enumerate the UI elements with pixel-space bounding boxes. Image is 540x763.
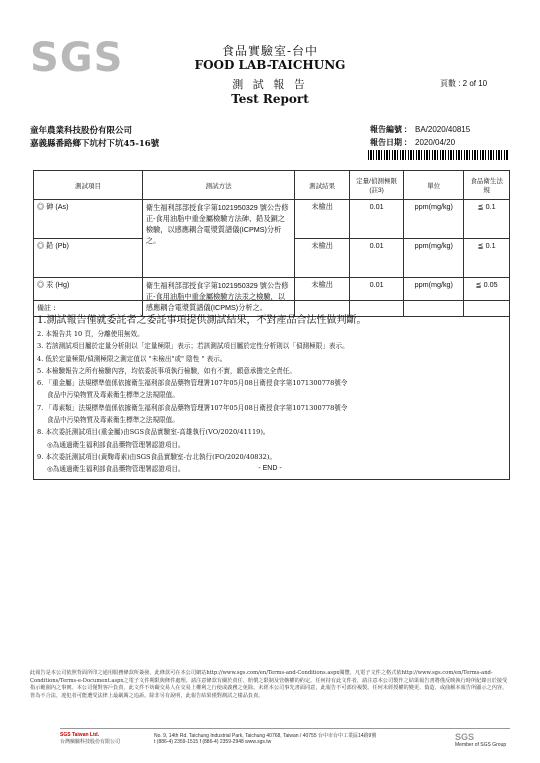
row-method: 衛生福利部部授食字第1021950329 號公告修正-食用油脂中重金屬檢驗方法汞之檢驗，以感應耦合電漿質譜儀(ICPMS)分析之。 [142, 278, 294, 317]
notes-list [37, 314, 502, 476]
note-line: 7. 「毒素類」法規標準值係依據衛生福利部食品藥物管理署107年05月08日衛授食字第1071300778號令 [37, 403, 348, 412]
legal-disclaimer: 此報告是本公司依照背面所印之通用服務條款所簽發，此條款可在本公司網站http://www.sgs.com/en/Terms-and-Conditions.aspx閱覽，凡電子文件之格式依http://www.sgs.com/en/Terms-and-Conditions/Terms-e-Document.aspx之電子文件期限與條件處理。請注意條款有關於責任、賠償之限制及管轄權的約定。任何持有此文件者，請注意本公司製作之結果報告書將僅反映執行時所紀錄且於接受指示範圍內之事實。本公司僅對客戶負責，此文件不妨礙交易人在交易上權利之行使或義務之免除。未經本公司事先書面同意，此報告不可部份複製。任何未經授權的變更、偽造、或曲解本報告所顯示之內容，皆為不合法，違犯者可能遭受法律上最嚴厲之追訴。除非另有說明，此報告結果僅對測試之樣品負責。 [30, 670, 508, 699]
report-title-zh: 測 試 報 告 [232, 78, 308, 91]
note-line: 9. 本次委託測試項目(黃麴毒素)由SGS食品實驗室-台北執行(FO/2020/40832)。 [37, 452, 277, 461]
page-number: 頁數 : 2 of 10 [440, 79, 488, 88]
row-result: 未檢出 [295, 278, 349, 317]
header-method: 測試方法 [142, 171, 294, 200]
row-limit: 0.01 [349, 200, 403, 239]
client-address: 嘉義縣番路鄉下坑村下坑45-16號 [30, 139, 160, 149]
results-table [33, 170, 510, 317]
barcode [368, 150, 508, 160]
client-name: 童年農業科技股份有限公司 [30, 126, 133, 136]
row-method: 衛生福利部部授食字第1021950329 號公告修正-食用油脂中重金屬檢驗方法砷、鉛及銅之檢驗，以感應耦合電漿質譜儀(ICPMS)分析之。 [142, 200, 294, 278]
row-limit: 0.01 [349, 278, 403, 317]
header-result: 測試結果 [295, 171, 349, 200]
client-info [30, 125, 159, 151]
row-regulation: ≦ 0.1 [464, 239, 510, 278]
header-unit: 單位 [404, 171, 464, 200]
report-no-label: 報告編號 : [370, 125, 407, 134]
report-date: 2020/04/20 [415, 138, 456, 147]
row-unit: ppm(mg/kg) [404, 278, 464, 317]
sgs-mark-icon: SGS [455, 732, 475, 742]
report-date-label: 報告日期 : [370, 138, 407, 147]
footer-contact [154, 732, 444, 745]
member-text: Member of SGS Group [455, 742, 507, 748]
note-line: 5. 本檢驗報告之所有檢驗內容，均依委託事項執行檢驗，如有不實，願意承擔完全責任。 [37, 366, 296, 375]
lab-name-zh: 食品實驗室-台中 [221, 44, 319, 58]
end-marker: - END - [258, 465, 282, 472]
report-meta [370, 123, 470, 149]
note-line: ◎為通過衛生福利部食品藥物管理署認證項目。 [47, 465, 185, 474]
notes-title: 備註 : [37, 304, 56, 312]
note-line: 3. 若該測試項目屬於定量分析則以「定量極限」表示；若該測試項目屬於定性分析則以「偵測極限」表示。 [37, 342, 349, 351]
row-unit: ppm(mg/kg) [404, 239, 464, 278]
footer-phone: t (886-4) 2359-1515 f (886-4) 2359-2948 www.sgs.tw [154, 739, 272, 745]
table-row [34, 200, 510, 239]
note-line: 1.測試報告僅就委託者之委託事項提供測試結果，不對產品合法性做判斷。 [37, 315, 367, 326]
note-line: 8. 本次委託測試項目(重金屬)由SGS食品實驗室-高雄執行(VO/2020/41119)。 [37, 428, 270, 437]
row-result: 未檢出 [295, 239, 349, 278]
report-no: BA/2020/40815 [415, 125, 471, 134]
footer-company-zh: 台灣檢驗科技股份有限公司 [60, 739, 121, 745]
note-line: ◎為通過衛生福利部食品藥物管理署認證項目。 [47, 440, 185, 449]
footer-company-en: SGS Taiwan Ltd. [60, 732, 100, 738]
sgs-logo: SGS [30, 35, 124, 81]
row-regulation: ≦ 0.1 [464, 200, 510, 239]
row-item: ◎ 汞 (Hg) [34, 278, 143, 317]
row-item: ◎ 鉛 (Pb) [34, 239, 143, 278]
header-limit: 定量/偵測極限(註3) [349, 171, 403, 200]
report-title-en: Test Report [231, 92, 309, 106]
row-item: ◎ 砷 (As) [34, 200, 143, 239]
note-line: 2. 本報告共 10 頁，分離使用無效。 [37, 330, 144, 338]
row-result: 未檢出 [295, 200, 349, 239]
footer-member [455, 732, 510, 748]
footer-address: No. 9, 14th Rd. Taichung Industrial Park, Taichung 40768, Taiwan / 40755 台中市台中工業區14路9號 [154, 733, 377, 739]
table-header-row [34, 171, 510, 200]
footer [60, 728, 510, 753]
note-line: 食品中污染物質及毒素衛生標準之法規限值。 [47, 391, 179, 400]
footer-company [60, 732, 150, 745]
header-regulation: 食品衛生法規 [464, 171, 510, 200]
row-regulation: ≦ 0.05 [464, 278, 510, 317]
note-line: 食品中污染物質及毒素衛生標準之法規限值。 [47, 416, 179, 425]
row-limit: 0.01 [349, 239, 403, 278]
note-line: 4. 低於定量極限/偵測極限之測定值以 "未檢出"或" 陰性 " 表示。 [37, 354, 227, 363]
header-item: 測試項目 [34, 171, 143, 200]
lab-name-en: FOOD LAB-TAICHUNG [194, 58, 346, 72]
note-line: 6. 「重金屬」法規標準值係依據衛生福利部食品藥物管理署107年05月08日衛授食字第1071300778號令 [37, 379, 348, 388]
row-unit: ppm(mg/kg) [404, 200, 464, 239]
